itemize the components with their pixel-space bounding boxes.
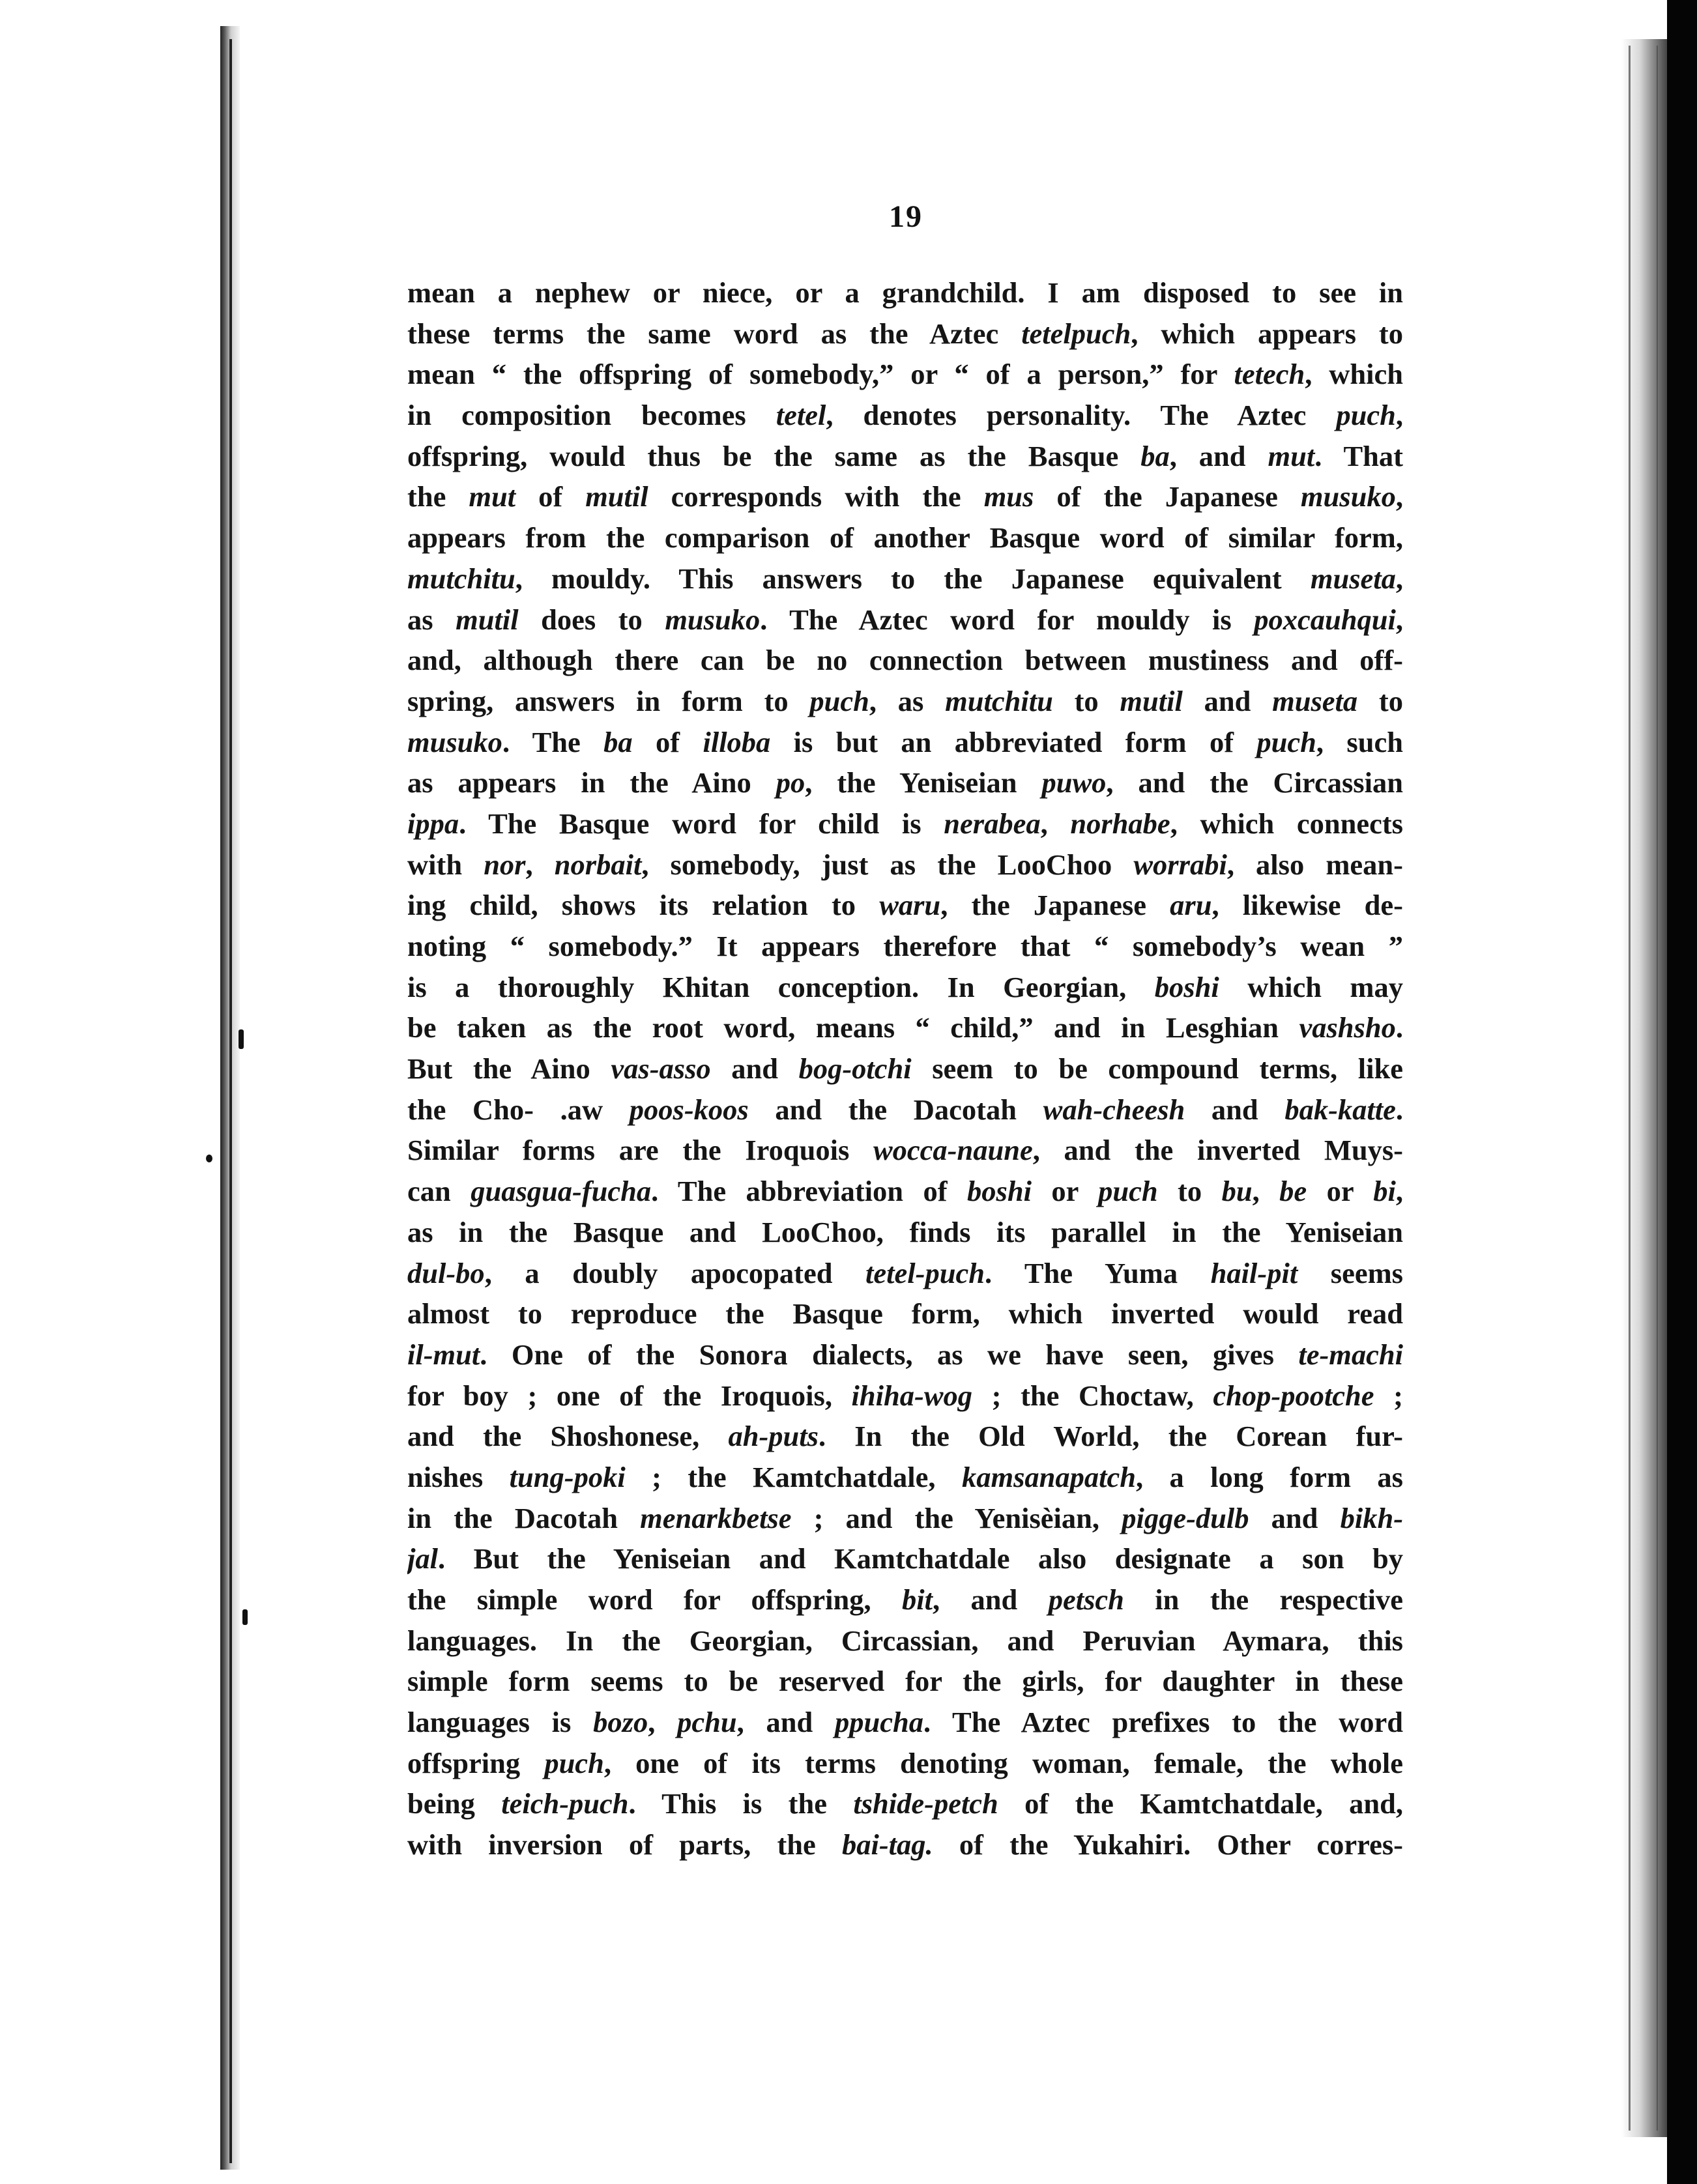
text-run: corresponds with the [648,480,984,513]
text-line [407,1375,1403,1416]
text-run: to [1052,684,1120,717]
text-line [407,926,1403,967]
text-run: , [1395,562,1403,595]
text-run: . The abbreviation of [651,1175,968,1208]
italic-term: bozo [593,1706,648,1739]
italic-term: mut [1268,439,1315,472]
italic-term: kamsanapatch [961,1460,1136,1493]
text-run: , [1252,1175,1280,1208]
text-run: ; [1374,1379,1403,1412]
page-edge-lines [1629,46,1658,2131]
italic-term: vas-asso [611,1052,711,1085]
text-run: , which connects [1170,807,1403,840]
text-run: ; the Choctaw, [972,1379,1213,1412]
text-run: almost to reproduce the Basque form, which inverted would read [407,1297,1403,1330]
text-run: the simple word for offspring, [407,1583,903,1616]
italic-term: mutchitu [407,562,515,595]
italic-term: tshide-petch [853,1787,998,1820]
italic-term: bog-otchi [798,1052,912,1085]
text-run: , [1395,603,1403,636]
text-line [407,1620,1403,1661]
text-run: , and [1169,439,1268,472]
italic-term: mutil [1120,684,1183,717]
text-run: . But the Yeniseian and Kamtchatdale also designate a son by [437,1542,1403,1575]
text-run: simple form seems to be reserved for the girls, for daughter in these [407,1665,1403,1698]
ink-speck [206,1155,212,1162]
text-run: , as [869,684,946,717]
text-run: is but an abbreviated form of [770,725,1257,758]
text-run: and the Dacotah [748,1093,1043,1126]
text-run: , such [1316,725,1403,758]
text-run: to [1157,1175,1222,1208]
italic-term: ippa [407,807,459,840]
italic-term: puch [544,1746,604,1779]
text-run: the Cho- .aw [407,1093,630,1126]
italic-term: tetel-puch [865,1256,985,1289]
text-run: as [407,603,456,636]
italic-term: puch [809,684,869,717]
italic-term: bai-tag. [842,1828,933,1861]
italic-term: bu [1221,1175,1253,1208]
text-run: of the Kamtchatdale, and, [998,1787,1403,1820]
text-run: . The Basque word for child is [459,807,944,840]
italic-term: menarkbetse [640,1501,792,1534]
text-run: mean a nephew or niece, or a grandchild. I am disposed to see in [407,276,1403,309]
text-run: . That [1314,439,1403,472]
italic-term: mutchitu [945,684,1053,717]
text-line [407,1293,1403,1334]
text-run: these terms the same word as the Aztec [407,317,1022,350]
italic-term: musuko [1300,480,1396,513]
text-run: , denotes personality. The Aztec [826,399,1337,432]
text-run: . In the Old World, the Corean fur- [818,1420,1403,1453]
italic-term: be [1279,1175,1307,1208]
text-run: does to [518,603,665,636]
italic-term: hail-pit [1210,1256,1298,1289]
text-line [407,272,1403,313]
text-line [407,1334,1403,1375]
italic-term: il-mut [407,1338,480,1371]
text-run: in the Dacotah [407,1501,641,1534]
text-run: But the Aino [407,1052,611,1085]
italic-term: teich-puch [501,1787,629,1820]
italic-term: bak-katte [1284,1093,1396,1126]
text-run: . [1395,1011,1403,1044]
text-run: and, although there can be no connection between mustiness and off- [407,644,1403,677]
text-run: , which appears to [1131,317,1403,350]
text-run: ; and the Yenisèian, [791,1501,1122,1534]
italic-term: boshi [1154,970,1219,1003]
text-line [407,1130,1403,1171]
text-run: , the Yeniseian [805,766,1042,799]
italic-term: museta [1310,562,1396,595]
text-line [407,1661,1403,1702]
text-run: offspring, would thus be the same as the Basque [407,439,1141,472]
italic-term: poos-koos [629,1093,749,1126]
italic-term: museta [1272,684,1358,717]
text-line [407,1579,1403,1620]
text-run: seems [1298,1256,1403,1289]
text-run: languages. In the Georgian, Circassian, and Peruvian Aymara, this [407,1624,1403,1657]
italic-term: pchu [677,1706,737,1739]
italic-term: te-machi [1298,1338,1403,1371]
left-page [0,0,222,2184]
text-run: the [407,480,469,513]
italic-term: mutil [585,480,648,513]
text-run: , [525,848,555,881]
text-run: , [1395,399,1403,432]
text-line [407,803,1403,844]
text-line [407,313,1403,354]
text-line [407,681,1403,722]
text-run: . This is the [628,1787,854,1820]
text-run: seem to be compound terms, like [911,1052,1403,1085]
text-line [407,722,1403,763]
italic-term: ba [603,725,633,758]
italic-term: puch [1336,399,1396,432]
text-run: of [632,725,703,758]
italic-term: boshi [967,1175,1032,1208]
text-run: ing child, shows its relation to [407,889,880,922]
text-line [407,354,1403,395]
text-run: be taken as the root word, means “ child,” and in Lesghian [407,1011,1299,1044]
gutter-line [229,39,232,2163]
italic-term: tung-poki [509,1460,626,1493]
text-run: and [1185,1093,1285,1126]
italic-term: wah-cheesh [1043,1093,1185,1126]
text-run: or [1031,1175,1099,1208]
italic-term: waru [879,889,941,922]
italic-term: poxcauhqui [1254,603,1396,636]
text-run: . [1395,1093,1403,1126]
italic-term: guasgua-fucha [471,1175,652,1208]
text-run: as appears in the Aino [407,766,776,799]
text-line [407,1457,1403,1498]
text-run: , also mean- [1226,848,1403,881]
text-run: of the Japanese [1034,480,1301,513]
text-run: . The [502,725,604,758]
text-line [407,844,1403,885]
italic-term: musuko [407,725,502,758]
text-run: , and the inverted Muys- [1032,1134,1403,1167]
italic-term: aru [1170,889,1212,922]
italic-term: po [776,766,805,799]
page-number: 19 [889,199,923,234]
text-run: , [1040,807,1071,840]
italic-term: ah-puts [728,1420,819,1453]
italic-term: puch [1256,725,1316,758]
text-run: , a long form as [1136,1460,1403,1493]
text-run: , which [1305,358,1403,391]
italic-term: nor [484,848,526,881]
text-run: Similar forms are the Iroquois [407,1134,873,1167]
text-line [407,599,1403,640]
text-line [407,395,1403,436]
text-line [407,640,1403,681]
italic-term: norbait [554,848,642,881]
text-run: can [407,1175,471,1208]
italic-term: dul-bo [407,1256,485,1289]
text-line [407,1783,1403,1824]
body-text [407,272,1403,1865]
text-run: , [648,1706,678,1739]
italic-term: puwo [1041,766,1107,799]
text-run: , and [736,1706,835,1739]
text-run: , likewise de- [1211,889,1403,922]
text-run: languages is [407,1706,594,1739]
text-line [407,1089,1403,1130]
italic-term: mutil [456,603,519,636]
italic-term: jal [407,1542,438,1575]
text-run: , and [933,1583,1049,1616]
text-run: offspring [407,1746,545,1779]
text-run: , the Japanese [940,889,1170,922]
scan-border [1667,0,1697,2184]
text-run: , a doubly apocopated [484,1256,866,1289]
text-run: noting “ somebody.” It appears therefore that “ somebody’s wean ” [407,930,1403,962]
text-run: , somebody, just as the LooChoo [641,848,1134,881]
text-run: in composition becomes [407,399,776,432]
text-line [407,1007,1403,1048]
text-run: and [1249,1501,1341,1534]
text-run: or [1307,1175,1374,1208]
italic-term: petsch [1048,1583,1124,1616]
text-line [407,1253,1403,1294]
italic-term: tetel [776,399,826,432]
italic-term: chop-pootche [1213,1379,1374,1412]
italic-term: tetech [1234,358,1305,391]
text-run: . The Aztec prefixes to the word [923,1706,1403,1739]
text-line [407,1048,1403,1089]
text-line [407,1416,1403,1457]
text-run: . One of the Sonora dialects, as we have seen, gives [480,1338,1299,1371]
italic-term: bikh- [1340,1501,1403,1534]
text-run: being [407,1787,502,1820]
italic-term: worrabi [1133,848,1227,881]
italic-term: musuko [665,603,761,636]
italic-term: wocca-naune [873,1134,1033,1167]
text-line [407,436,1403,477]
text-run: in the respective [1124,1583,1403,1616]
italic-term: ihiha-wog [851,1379,973,1412]
text-run: , mouldy. This answers to the Japanese equivalent [515,562,1311,595]
ink-speck [239,1029,244,1049]
text-line [407,967,1403,1008]
text-line [407,476,1403,517]
text-run: and the Shoshonese, [407,1420,729,1453]
text-line [407,1212,1403,1253]
italic-term: nerabea [944,807,1041,840]
italic-term: puch [1098,1175,1158,1208]
text-run: with [407,848,484,881]
italic-term: mus [983,480,1034,513]
italic-term: illoba [703,725,771,758]
italic-term: ba [1140,439,1170,472]
italic-term: bit [902,1583,933,1616]
text-line [407,558,1403,599]
text-run: and [710,1052,799,1085]
text-run: , and the Circassian [1106,766,1403,799]
text-run: which may [1219,970,1403,1003]
text-run: ; the Kamtchatdale, [625,1460,962,1493]
text-run: , [1395,480,1403,513]
text-line [407,1498,1403,1539]
text-run: spring, answers in form to [407,684,810,717]
italic-term: bi [1373,1175,1396,1208]
text-run: to [1357,684,1403,717]
text-run: of the Yukahiri. Other corres- [933,1828,1403,1861]
text-run: . The Yuma [984,1256,1211,1289]
text-run: mean “ the offspring of somebody,” or “ of a person,” for [407,358,1234,391]
text-run: , [1395,1175,1403,1208]
text-run: nishes [407,1460,510,1493]
italic-term: vashsho [1299,1011,1396,1044]
text-line [407,1824,1403,1865]
text-line [407,762,1403,803]
italic-term: tetelpuch [1021,317,1131,350]
italic-term: mut [469,480,516,513]
text-run: . The Aztec word for mouldy is [760,603,1255,636]
text-run: and [1182,684,1273,717]
italic-term: pigge-dulb [1122,1501,1249,1534]
text-run: with inversion of parts, the [407,1828,842,1861]
text-line [407,1171,1403,1212]
text-line [407,517,1403,558]
ink-speck [242,1609,248,1625]
text-line [407,1743,1403,1784]
text-run: as in the Basque and LooChoo, finds its parallel in the Yeniseian [407,1215,1403,1248]
text-run: of [515,480,586,513]
text-run: , one of its terms denoting woman, female, the whole [603,1746,1403,1779]
text-line [407,1702,1403,1743]
italic-term: norhabe [1070,807,1170,840]
italic-term: ppucha [834,1706,923,1739]
text-run: is a thoroughly Khitan conception. In Georgian, [407,970,1155,1003]
text-line [407,885,1403,926]
text-line [407,1538,1403,1579]
text-run: appears from the comparison of another Basque word of similar form, [407,521,1403,554]
text-run: for boy ; one of the Iroquois, [407,1379,852,1412]
